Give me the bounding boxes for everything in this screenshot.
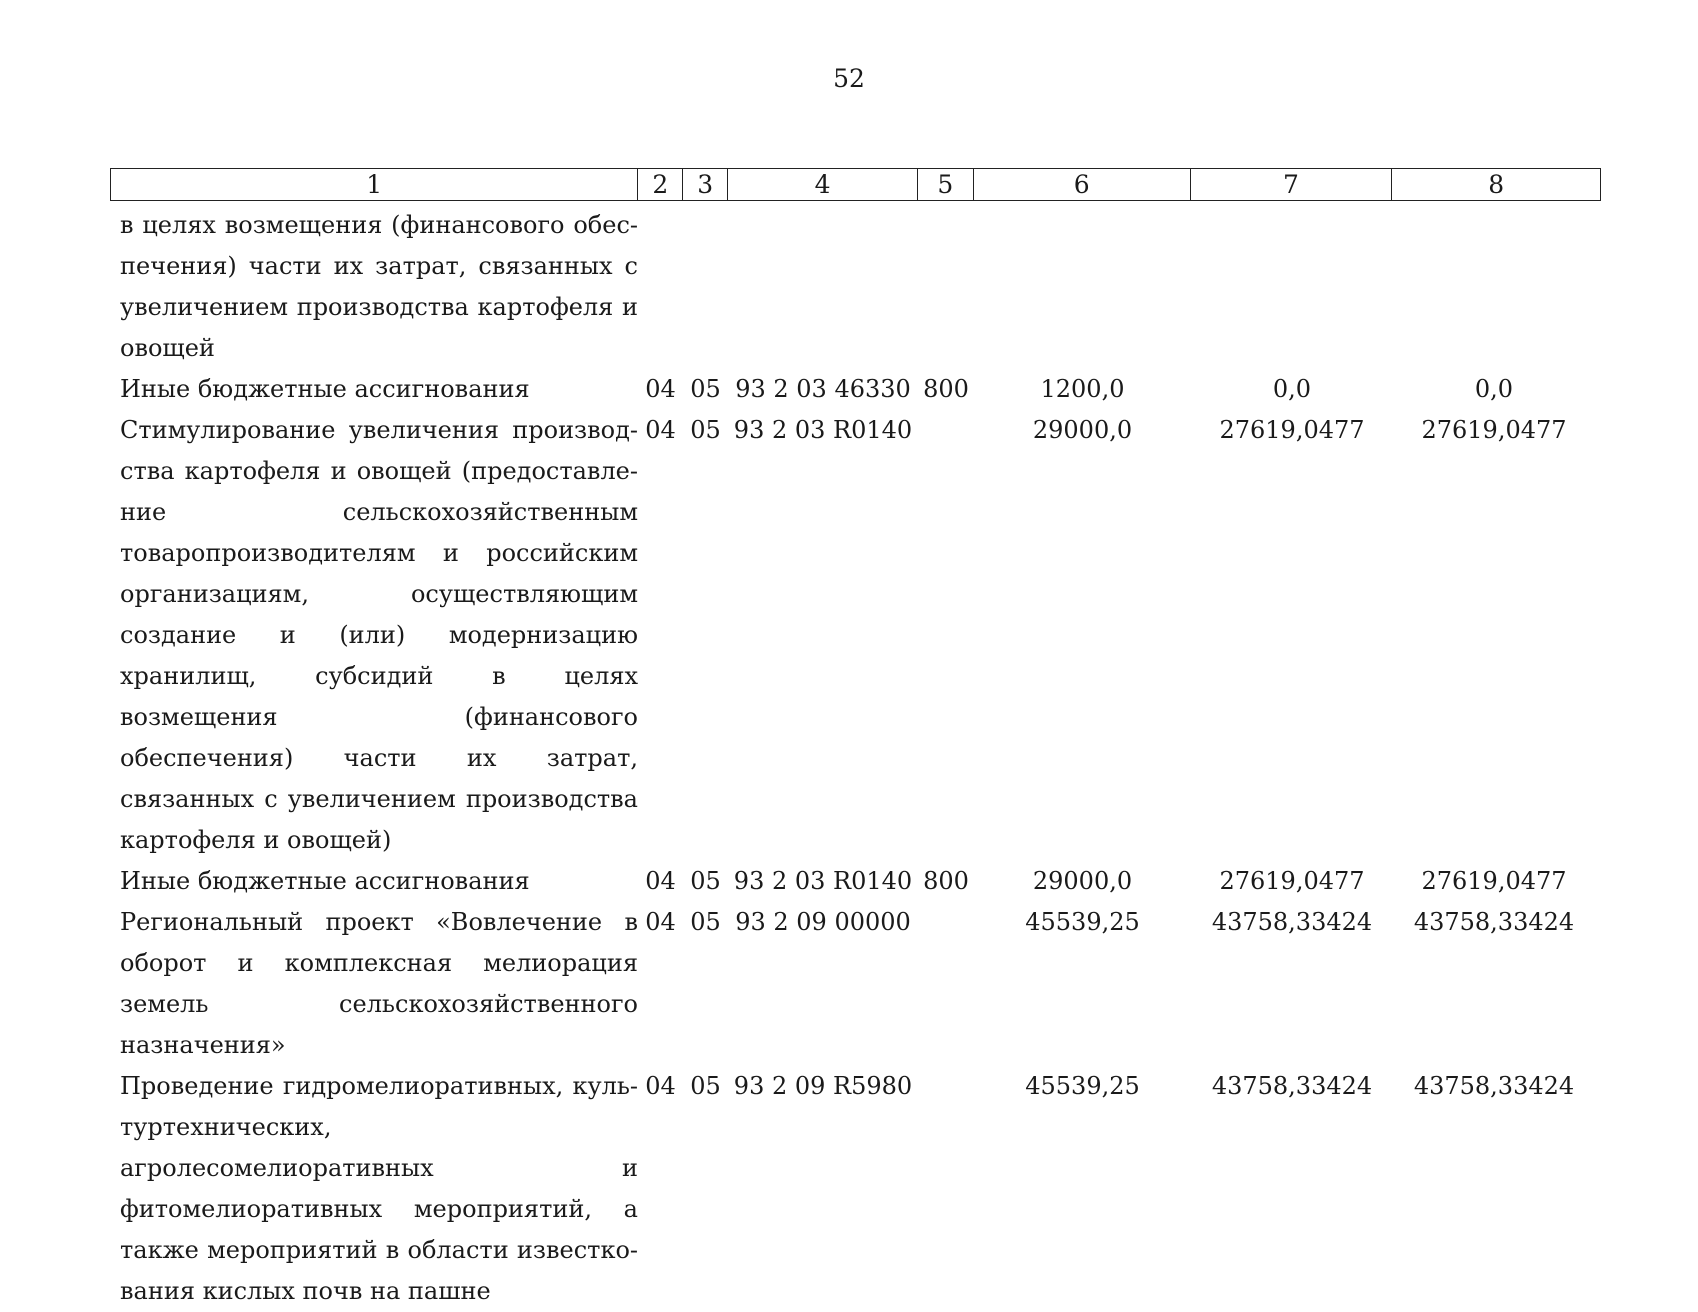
- table-row: [110, 861, 1601, 902]
- row-name: в целях возмещения (финансового обеспечения) части их затрат, связанных с увеличением производства картофеля и овощей: [120, 211, 638, 362]
- row-pr: 05: [690, 375, 721, 403]
- row-value-8: 0,0: [1474, 375, 1514, 403]
- table-row: [110, 902, 1601, 1066]
- row-csr: 93 2 03 R0140: [733, 416, 913, 444]
- row-pr: 05: [690, 1072, 721, 1100]
- row-rz: 04: [645, 908, 676, 936]
- row-rz: 04: [645, 416, 676, 444]
- row-pr: 05: [690, 416, 721, 444]
- row-name: Иные бюджетные ассигнования: [120, 375, 530, 403]
- row-csr: 93 2 03 46330: [735, 375, 911, 403]
- row-value-8: 27619,0477: [1421, 867, 1567, 895]
- row-rz: 04: [645, 867, 676, 895]
- table-header-row: [110, 168, 1601, 201]
- row-pr: 05: [690, 908, 721, 936]
- row-pr: 05: [690, 867, 721, 895]
- row-value-6: 1200,0: [1040, 375, 1125, 403]
- row-value-7: 43758,33424: [1211, 1072, 1373, 1100]
- row-name: Иные бюджетные ассигнования: [120, 867, 530, 895]
- row-name: Стимулирование увеличения производства картофеля и овощей (предоставление сельскохозяйственным товаропроизводителям и российским организациям, осуществляющим создание и (или) модернизацию хранилищ, субсидий в целях возмещения (финансового обеспечения) части их затрат, связанных с увеличением производства картофеля и овощей): [120, 416, 638, 854]
- row-name: Региональный проект «Вовлечение в оборот и комплексная мелиорация земель сельскохозяйственного назначения»: [120, 908, 638, 1059]
- row-csr: 93 2 09 R5980: [733, 1072, 913, 1100]
- table-row: [110, 205, 1601, 369]
- header-cell-5: 5: [918, 169, 974, 200]
- header-cell-7: 7: [1191, 169, 1393, 200]
- row-value-8: 43758,33424: [1413, 908, 1575, 936]
- row-value-6: 29000,0: [1032, 867, 1133, 895]
- table-row: [110, 410, 1601, 861]
- header-cell-8: 8: [1488, 170, 1505, 199]
- header-cell-2: 2: [638, 169, 683, 200]
- row-rz: 04: [645, 375, 676, 403]
- header-cell-6: 6: [974, 169, 1191, 200]
- row-value-7: 27619,0477: [1219, 416, 1365, 444]
- row-value-8: 27619,0477: [1421, 416, 1567, 444]
- table-row: [110, 369, 1601, 410]
- row-csr: 93 2 03 R0140: [733, 867, 913, 895]
- row-rz: 04: [645, 1072, 676, 1100]
- row-vr: 800: [923, 375, 969, 403]
- row-value-7: 0,0: [1272, 375, 1312, 403]
- page-number: 52: [833, 64, 865, 93]
- row-value-6: 45539,25: [1025, 908, 1140, 936]
- row-value-6: 45539,25: [1025, 1072, 1140, 1100]
- row-vr: 800: [923, 867, 969, 895]
- table-row: [110, 1066, 1601, 1312]
- table-body: [110, 205, 1601, 1312]
- header-cell-4: 4: [728, 169, 918, 200]
- row-value-7: 43758,33424: [1211, 908, 1373, 936]
- row-name: Проведение гидромелиоративных, культуртехнических, агролесомелиоративных и фитомелиоративных мероприятий, а также мероприятий в области известкования кислых почв на пашне: [120, 1072, 638, 1305]
- row-value-8: 43758,33424: [1413, 1072, 1575, 1100]
- row-csr: 93 2 09 00000: [735, 908, 911, 936]
- row-value-6: 29000,0: [1032, 416, 1133, 444]
- row-value-7: 27619,0477: [1219, 867, 1365, 895]
- header-cell-3: 3: [683, 169, 728, 200]
- header-cell-1: 1: [111, 169, 638, 200]
